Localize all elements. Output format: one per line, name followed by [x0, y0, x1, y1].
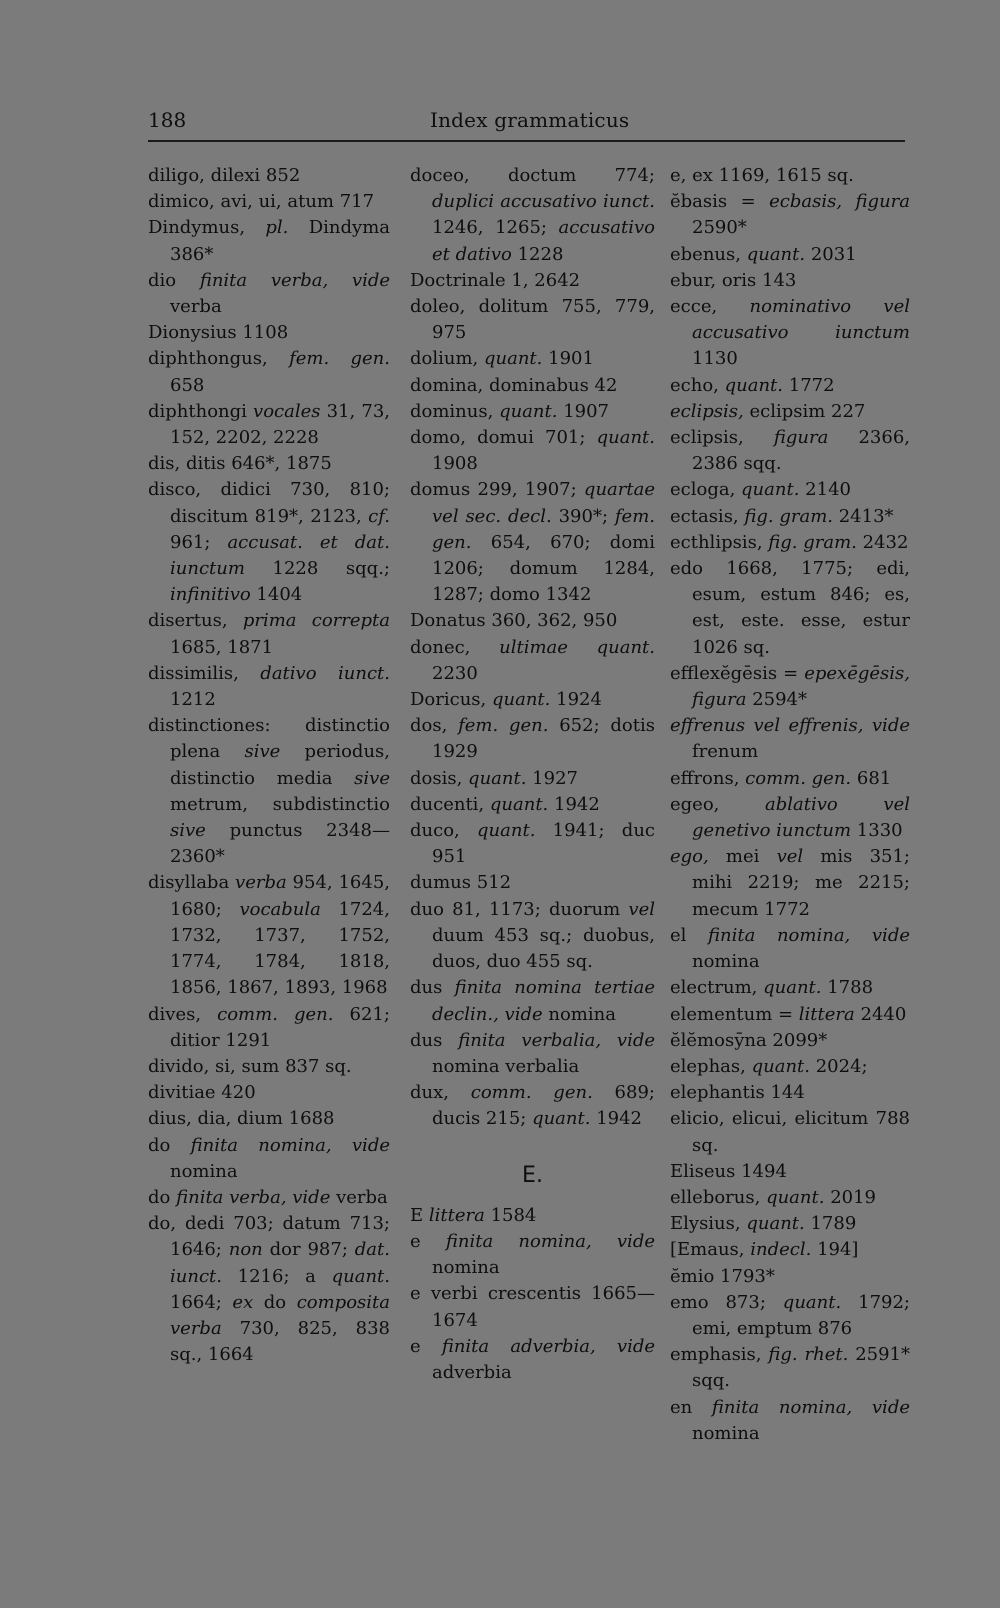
index-entry: dus finita verbalia, vide nomina verbalia — [410, 1029, 656, 1077]
index-entry: dio finita verba, vide verba — [148, 269, 391, 318]
index-entry: domina, dominabus 42 — [410, 374, 618, 396]
running-title: Index grammaticus — [430, 108, 630, 132]
index-entry: effrenus vel effrenis, vide frenum — [670, 715, 910, 763]
index-entry: e, ex 1169, 1615 sq. — [670, 165, 854, 186]
index-entry: electrum, quant. 1788 — [670, 977, 874, 999]
index-entry: eclipsis, figura 2366, 2386 sqq. — [670, 427, 910, 475]
index-entry: do finita nomina, vide nomina — [148, 1134, 390, 1182]
index-entry: duo 81, 1173; duorum vel duum 453 sq.; duobus, duos, duo 455 sq. — [410, 898, 655, 973]
index-entry: eclipsis, eclipsim 227 — [670, 400, 866, 422]
index-entry: doceo, doctum 774; duplici accusativo iunct. 1246, 1265; accusativo et dativo 1228 — [410, 165, 655, 265]
index-column-2 — [410, 163, 655, 1386]
index-entry: [Emaus, indecl. 194] — [670, 1239, 859, 1261]
index-entry: diphthongus, fem. gen. 658 — [148, 348, 390, 396]
index-entry: divido, si, sum 837 sq. — [148, 1055, 352, 1077]
index-entry: dus finita nomina tertiae declin., vide nomina — [410, 977, 655, 1025]
index-entry: dumus 512 — [410, 872, 512, 894]
index-entry: Dindymus, pl. Dindyma 386* — [148, 217, 390, 265]
index-entry: elephantis 144 — [670, 1082, 805, 1104]
index-entry: elephas, quant. 2024; — [670, 1055, 868, 1077]
index-column-1 — [148, 163, 390, 1368]
index-entry: do, dedi 703; datum 713; 1646; non dor 987; dat. iunct. 1216; a quant. 1664; ex do composita verba 730, 825, 838 sq., 1664 — [148, 1213, 390, 1366]
index-entry: disco, didici 730, 810; discitum 819*, 2123, cf. 961; accusat. et dat. iunctum 1228 sqq.; infinitivo 1404 — [148, 479, 390, 606]
index-entry: e finita adverbia, vide adverbia — [410, 1335, 656, 1383]
index-entry: ecloga, quant. 2140 — [670, 479, 851, 501]
index-entry: egeo, ablativo vel genetivo iunctum 1330 — [670, 793, 910, 842]
index-column-3 — [670, 163, 910, 1447]
index-entry: elementum = littera 2440 — [670, 1003, 907, 1025]
index-entry: ecthlipsis, fig. gram. 2432 — [670, 531, 909, 553]
index-entry: do finita verba, vide verba — [148, 1186, 388, 1208]
index-entry: Elysius, quant. 1789 — [670, 1213, 857, 1235]
page-number: 188 — [148, 108, 187, 132]
index-entry: e verbi crescentis 1665—1674 — [410, 1283, 655, 1331]
index-entry: diligo, dilexi 852 — [148, 165, 301, 186]
index-entry: disyllaba verba 954, 1645, 1680; vocabula 1724, 1732, 1737, 1752, 1774, 1784, 1818, 1856, 1867, 1893, 1968 — [148, 872, 390, 999]
index-entry: E littera 1584 — [410, 1204, 537, 1226]
index-entry: dius, dia, dium 1688 — [148, 1108, 335, 1130]
index-entry: domo, domui 701; quant. 1908 — [410, 427, 655, 475]
index-entry: ectasis, fig. gram. 2413* — [670, 505, 894, 527]
index-entry: ego, mei vel mis 351; mihi 2219; me 2215; mecum 1772 — [670, 846, 910, 920]
index-entry: Doctrinale 1, 2642 — [410, 269, 581, 291]
index-entry: Eliseus 1494 — [670, 1160, 787, 1182]
index-entry: efflexĕgēsis = epexēgēsis, figura 2594* — [670, 662, 910, 711]
index-entry: edo 1668, 1775; edi, esum, estum 846; es, est, este. esse, estur 1026 sq. — [670, 558, 910, 658]
index-entry: el finita nomina, vide nomina — [670, 924, 910, 973]
index-entry: elicio, elicui, elicitum 788 sq. — [670, 1108, 910, 1156]
index-entry: dis, ditis 646*, 1875 — [148, 453, 332, 475]
index-entry: dominus, quant. 1907 — [410, 400, 609, 422]
index-entry: domus 299, 1907; quartae vel sec. decl. 390*; fem. gen. 654, 670; domi 1206; domum 1284, 1287; domo 1342 — [410, 479, 655, 606]
index-entry: divitiae 420 — [148, 1082, 256, 1104]
index-entry: dissimilis, dativo iunct. 1212 — [148, 662, 391, 711]
index-entry: ecce, nominativo vel accusativo iunctum 1130 — [670, 296, 910, 370]
section-heading: E. — [522, 1162, 543, 1188]
index-entry: Dionysius 1108 — [148, 322, 289, 344]
index-entry: ĕbasis = ecbasis, figura 2590* — [670, 191, 910, 239]
index-entry: effrons, comm. gen. 681 — [670, 767, 892, 789]
index-entry: e finita nomina, vide nomina — [410, 1230, 655, 1279]
index-entry: emo 873; quant. 1792; emi, emptum 876 — [670, 1291, 910, 1339]
index-entry: donec, ultimae quant. 2230 — [410, 636, 655, 684]
index-entry: diphthongi vocales 31, 73, 152, 2202, 2228 — [148, 400, 390, 449]
index-entry: ebur, oris 143 — [670, 269, 797, 291]
index-entry: doleo, dolitum 755, 779, 975 — [410, 296, 655, 344]
index-entry: dolium, quant. 1901 — [410, 348, 594, 370]
index-entry: Doricus, quant. 1924 — [410, 689, 602, 711]
index-entry: dives, comm. gen. 621; ditior 1291 — [148, 1003, 390, 1051]
index-entry: distinctiones: distinctio plena sive periodus, distinctio media sive metrum, subdistinctio sive punctus 2348—2360* — [148, 715, 391, 868]
index-entry: ducenti, quant. 1942 — [410, 793, 600, 815]
index-entry: dimico, avi, ui, atum 717 — [148, 191, 375, 213]
index-entry: dosis, quant. 1927 — [410, 767, 578, 789]
index-entry: elleborus, quant. 2019 — [670, 1186, 876, 1208]
page-header — [148, 104, 905, 142]
index-entry: disertus, prima correpta 1685, 1871 — [148, 610, 391, 658]
index-entry: ĕmio 1793* — [670, 1265, 775, 1287]
index-entry: dos, fem. gen. 652; dotis 1929 — [410, 715, 655, 763]
index-entry: Donatus 360, 362, 950 — [410, 610, 618, 632]
index-entry: dux, comm. gen. 689; ducis 215; quant. 1942 — [410, 1082, 655, 1130]
index-entry: emphasis, fig. rhet. 2591* sqq. — [670, 1344, 911, 1392]
index-entry: en finita nomina, vide nomina — [670, 1396, 910, 1444]
index-entry: duco, quant. 1941; duc 951 — [410, 820, 655, 868]
index-entry: echo, quant. 1772 — [670, 374, 835, 396]
index-entry: ebenus, quant. 2031 — [670, 243, 857, 265]
index-entry: ĕlĕmosȳna 2099* — [670, 1029, 828, 1051]
